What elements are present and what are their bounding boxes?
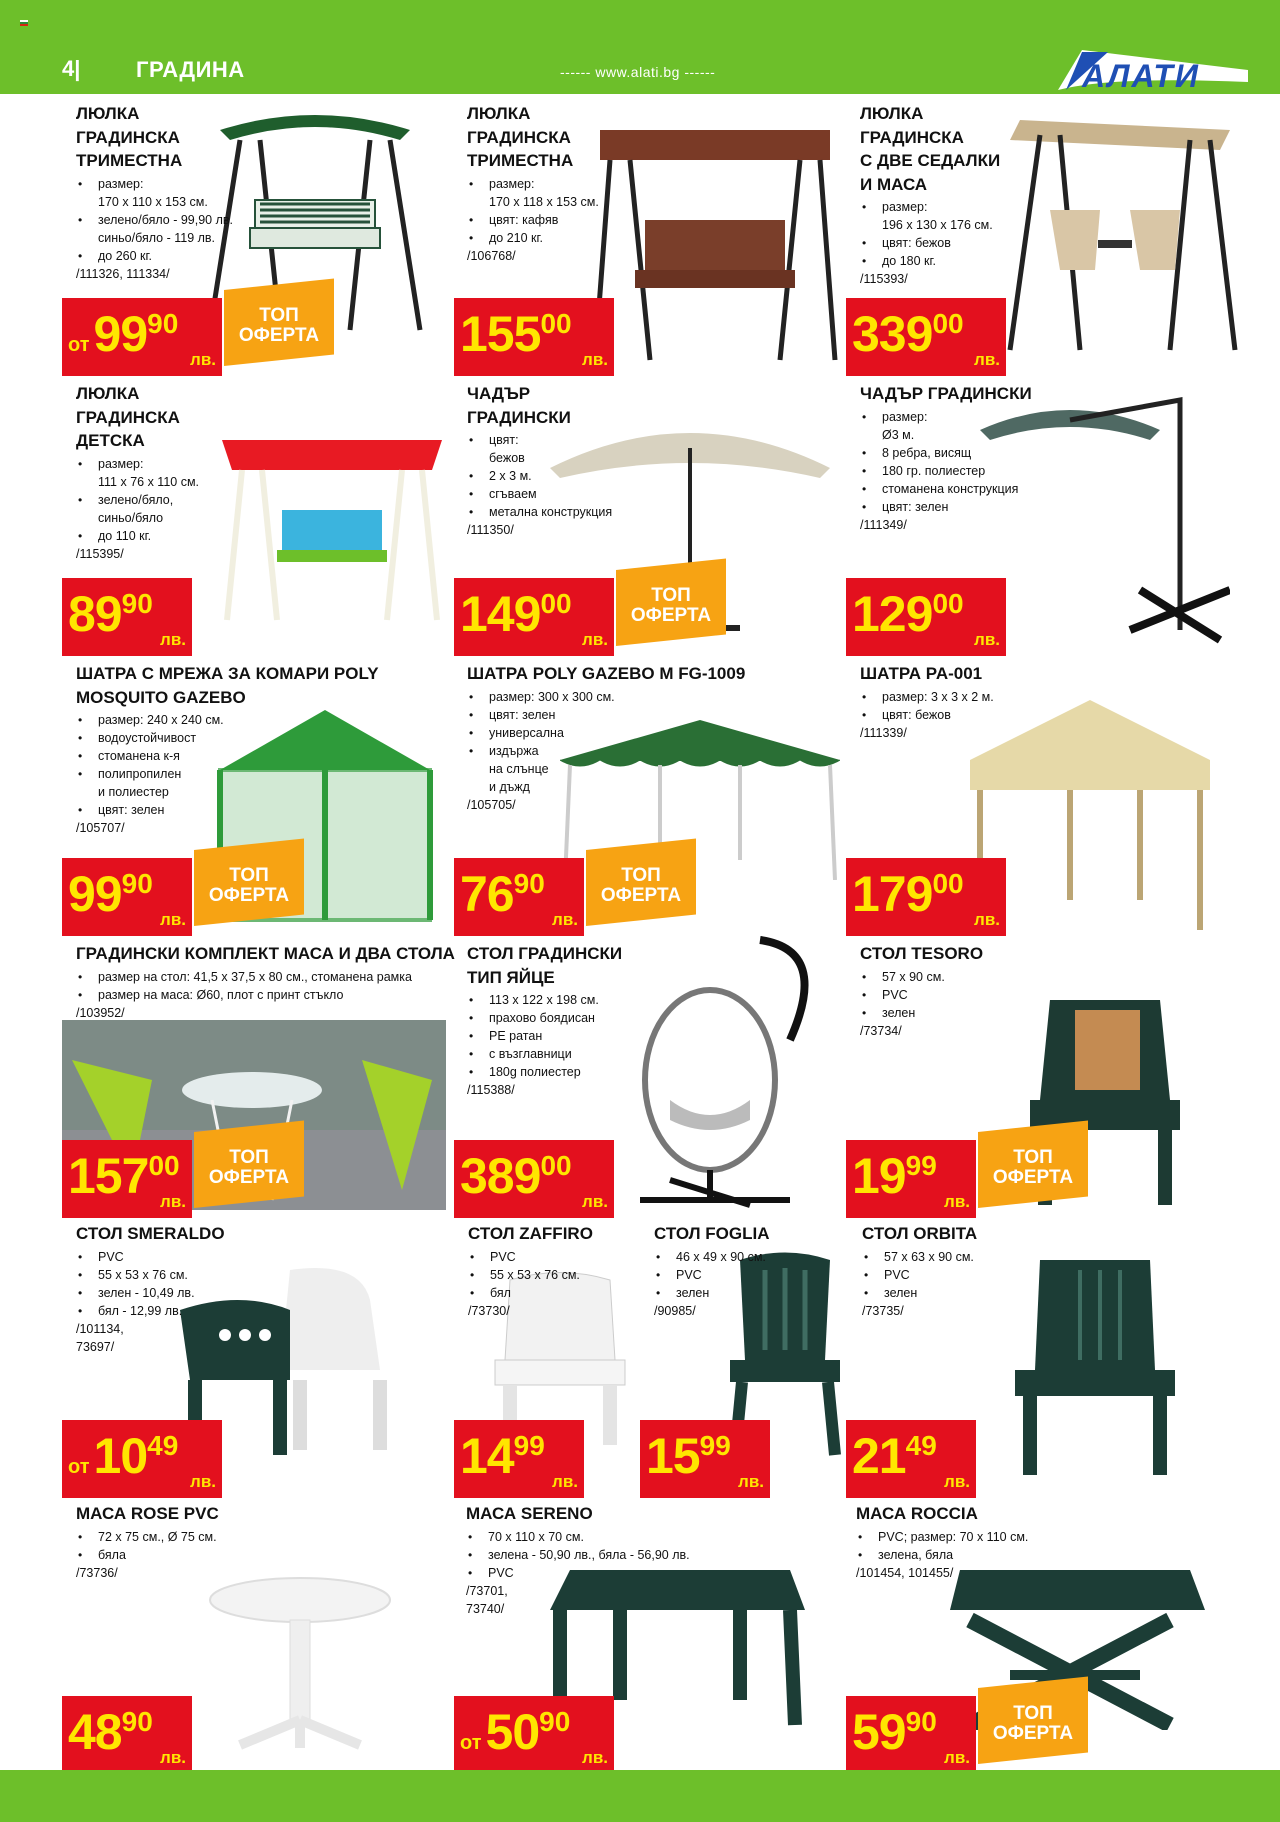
top-offer-badge: [194, 1132, 304, 1208]
badge-line-2: ОФЕРТА: [208, 1167, 290, 1188]
spec-line: синьо/бяло: [98, 510, 164, 525]
spec-line: • полипропилен: [76, 765, 466, 783]
product-card: [76, 1502, 276, 1582]
price-main: 389: [460, 1148, 541, 1204]
spec-line: • PVC: [468, 1248, 668, 1266]
spec-line: • размер: 240 x 240 см.: [76, 711, 466, 729]
price-main: 76: [460, 866, 514, 922]
product-title-line: ЧАДЪР ГРАДИНСКИ: [860, 384, 1032, 403]
price-cents: 99: [905, 1150, 937, 1181]
product-title-line: ГРАДИНСКА: [76, 407, 180, 427]
product-card: [654, 1222, 834, 1320]
product-card: [467, 382, 667, 539]
product-title-line: ГРАДИНСКИ КОМПЛЕКТ МАСА И ДВА СТОЛА: [76, 944, 455, 963]
spec-line: • 2 x 3 м.: [467, 467, 667, 485]
price-tag: [454, 298, 614, 376]
spec-line: • бял - 12,99 лв.: [76, 1302, 276, 1320]
product-title-line: ДЕТСКА: [76, 431, 145, 450]
price-tag: [846, 578, 1006, 656]
product-code: /73735/: [862, 1303, 904, 1318]
spec-line: • стоманена к-я: [76, 747, 466, 765]
spec-line: • зелен: [862, 1284, 1062, 1302]
product-specs: [860, 198, 1060, 270]
spec-line: • сгъваем: [467, 485, 667, 503]
product-title-line: СТОЛ ORBITA: [862, 1224, 978, 1243]
badge-line-2: ОФЕРТА: [630, 605, 712, 626]
spec-line: • цвят: кафяв: [467, 211, 667, 229]
product-code: /105707/: [76, 821, 125, 835]
product-title-line: МАСА ROSE PVC: [76, 1504, 219, 1523]
spec-line: • зелена - 50,90 лв., бяла - 56,90 лв.: [466, 1546, 766, 1564]
product-title-line: ТРИМЕСТНА: [467, 151, 574, 170]
price-from-label: от: [68, 1456, 90, 1478]
spec-line: синьо/бяло - 119 лв.: [98, 230, 216, 245]
product-title-line: ШАТРА С МРЕЖА ЗА КОМАРИ POLY: [76, 664, 379, 683]
product-specs: [76, 455, 276, 545]
price-cents: 49: [147, 1430, 179, 1461]
spec-line: • PVC; размер: 70 x 110 см.: [856, 1528, 1156, 1546]
product-title-line: МАСА SERENO: [466, 1504, 593, 1523]
price-currency: лв.: [552, 1472, 578, 1491]
top-offer-badge: [978, 1132, 1088, 1208]
price-from-label: от: [460, 1732, 482, 1754]
spec-line: • стоманена конструкция: [860, 480, 1110, 498]
spec-line: • 57 x 63 x 90 см.: [862, 1248, 1062, 1266]
price-main: 149: [460, 586, 541, 642]
product-specs: [860, 968, 1060, 1022]
product-title-line: ГРАДИНСКА: [467, 127, 571, 147]
product-specs: [860, 408, 1110, 516]
spec-line: • 8 ребра, висящ: [860, 444, 1110, 462]
product-code: /105705/: [467, 797, 516, 812]
product-title-line: СТОЛ ZAFFIRO: [468, 1224, 593, 1243]
product-title-line: СТОЛ ГРАДИНСКИ: [467, 944, 623, 963]
price-tag: [846, 298, 1006, 376]
badge-line-2: ОФЕРТА: [992, 1167, 1074, 1188]
product-image-table-white-icon[interactable]: [200, 1570, 400, 1750]
product-card: [76, 102, 276, 283]
price-currency: лв.: [944, 1192, 970, 1211]
spec-line: • 55 x 53 x 76 см.: [76, 1266, 276, 1284]
spec-line: • 46 x 49 x 90 см.: [654, 1248, 834, 1266]
product-specs: [862, 1248, 1062, 1302]
product-card: [860, 942, 1060, 1040]
price-main: 99: [68, 866, 122, 922]
price-cents: 00: [932, 588, 964, 619]
price-main: 14: [460, 1428, 514, 1484]
spec-line: • 72 x 75 см., Ø 75 см.: [76, 1528, 276, 1546]
price-cents: 90: [539, 1706, 571, 1737]
price-cents: 90: [513, 868, 545, 899]
top-offer-badge: [616, 570, 726, 646]
price-tag: [846, 1420, 976, 1498]
price-cents: 00: [932, 308, 964, 339]
price-tag: [454, 578, 614, 656]
price-currency: лв.: [582, 1192, 608, 1211]
product-title-line: MOSQUITO GAZEBO: [76, 687, 246, 707]
product-card: [860, 102, 1060, 288]
page-number: 4|: [62, 56, 81, 81]
spec-line: и дъжд: [489, 779, 530, 794]
spec-line: • зелен: [860, 1004, 1060, 1022]
price-currency: лв.: [974, 350, 1000, 369]
spec-line: • с възглавници: [467, 1045, 667, 1063]
product-specs: [76, 1248, 276, 1320]
price-tag: [640, 1420, 770, 1498]
spec-line: • цвят: зелен: [467, 706, 857, 724]
badge-line-1: ТОП: [621, 865, 661, 886]
spec-line: • водоустойчивост: [76, 729, 466, 747]
spec-line: на слънце: [489, 761, 549, 776]
product-code: /103952/: [76, 1005, 125, 1020]
product-code: /101134, 73697/: [76, 1321, 124, 1354]
product-title-line: МАСА ROCCIA: [856, 1504, 978, 1523]
price-cents: 90: [121, 1706, 153, 1737]
price-currency: лв.: [552, 910, 578, 929]
site-url[interactable]: ------ www.alati.bg ------: [560, 64, 716, 80]
product-card: [76, 1222, 276, 1356]
price-main: 157: [68, 1148, 149, 1204]
badge-line-2: ОФЕРТА: [600, 885, 682, 906]
price-cents: 00: [932, 868, 964, 899]
product-card: [860, 662, 1160, 742]
product-specs: [467, 431, 667, 521]
product-code: /115395/: [76, 546, 124, 561]
price-currency: лв.: [190, 350, 216, 369]
spec-line: • 180 гр. полиестер: [860, 462, 1110, 480]
product-card: [468, 1222, 668, 1320]
price-currency: лв.: [944, 1748, 970, 1767]
spec-line: бежов: [489, 451, 525, 465]
spec-line: • зелен: [654, 1284, 834, 1302]
price-main: 99: [93, 306, 148, 362]
product-title-line: С ДВЕ СЕДАЛКИ: [860, 151, 1001, 170]
badge-line-1: ТОП: [259, 305, 299, 326]
product-code: /73736/: [76, 1565, 118, 1580]
product-title-line: И МАСА: [860, 174, 928, 194]
product-code: /115393/: [860, 272, 908, 286]
product-specs: [76, 175, 276, 265]
product-specs: [856, 1528, 1156, 1564]
price-currency: лв.: [974, 630, 1000, 649]
price-from-label: от: [68, 334, 90, 356]
spec-line: • зелен - 10,49 лв.: [76, 1284, 276, 1302]
product-specs: [467, 688, 857, 796]
spec-line: • зелено/бяло - 99,90 лв.: [76, 211, 276, 229]
price-tag: [846, 858, 1006, 936]
price-tag: [62, 858, 192, 936]
spec-line: • 113 x 122 x 198 см.: [467, 991, 667, 1009]
product-title-line: ТРИМЕСТНА: [76, 151, 183, 170]
product-title-line: СТОЛ SMERALDO: [76, 1224, 225, 1243]
price-currency: лв.: [582, 630, 608, 649]
price-cents: 00: [148, 1150, 180, 1181]
product-title-line: ЛЮЛКА: [860, 104, 924, 123]
product-card: [862, 1222, 1062, 1320]
spec-line: • PVC: [654, 1266, 834, 1284]
spec-line: • издържа: [467, 742, 857, 760]
spec-line: • 55 x 53 x 76 см.: [468, 1266, 668, 1284]
spec-line: • размер:: [467, 175, 667, 193]
price-tag: [62, 1420, 222, 1498]
price-currency: лв.: [160, 1192, 186, 1211]
price-cents: 90: [905, 1706, 937, 1737]
product-specs: [654, 1248, 834, 1302]
spec-line: • PVC: [466, 1564, 766, 1582]
badge-line-1: ТОП: [1013, 1147, 1053, 1168]
price-currency: лв.: [190, 1472, 216, 1491]
price-currency: лв.: [582, 1748, 608, 1767]
product-card: [467, 662, 857, 814]
price-main: 59: [852, 1704, 906, 1760]
product-specs: [76, 1528, 276, 1564]
spec-line: • до 260 кг.: [76, 247, 276, 265]
product-code: /106768/: [467, 248, 516, 263]
spec-line: 170 x 110 x 153 см.: [98, 194, 208, 209]
product-specs: [466, 1528, 766, 1582]
spec-line: • зелено/бяло,: [76, 491, 276, 509]
product-specs: [76, 968, 466, 1004]
product-title-line: ЛЮЛКА: [76, 384, 140, 403]
price-main: 19: [852, 1148, 906, 1204]
price-currency: лв.: [582, 350, 608, 369]
spec-line: • размер на стол: 41,5 x 37,5 x 80 см., стоманена рамка: [76, 968, 466, 986]
product-card: [856, 1502, 1156, 1582]
product-code: /111350/: [467, 523, 514, 537]
price-tag: [454, 1140, 614, 1218]
product-title-line: ГРАДИНСКИ: [467, 407, 571, 427]
top-offer-badge: [978, 1688, 1088, 1764]
badge-line-2: ОФЕРТА: [238, 325, 320, 346]
spec-line: • размер:: [860, 408, 1110, 426]
spec-line: • 70 x 110 x 70 см.: [466, 1528, 766, 1546]
product-code: /111349/: [860, 517, 907, 532]
spec-line: • бял: [468, 1284, 668, 1302]
spec-line: • универсална: [467, 724, 857, 742]
spec-line: • до 180 кг.: [860, 252, 1060, 270]
price-tag: [846, 1696, 976, 1774]
price-tag: [62, 1140, 192, 1218]
product-code: /73734/: [860, 1023, 902, 1038]
spec-line: • до 210 кг.: [467, 229, 667, 247]
spec-line: Ø3 м.: [882, 427, 915, 442]
price-main: 10: [93, 1428, 148, 1484]
price-tag: [62, 1696, 192, 1774]
product-card: [76, 942, 466, 1022]
spec-line: и полиестер: [98, 785, 169, 799]
spec-line: • цвят: зелен: [76, 801, 466, 819]
brand-logo[interactable]: АЛАТИ: [1082, 58, 1200, 94]
price-tag: [454, 1420, 584, 1498]
badge-line-2: ОФЕРТА: [208, 885, 290, 906]
spec-line: • 57 x 90 см.: [860, 968, 1060, 986]
product-card: [860, 382, 1110, 534]
price-cents: 00: [540, 1150, 572, 1181]
product-specs: [860, 688, 1160, 724]
spec-line: • прахово боядисан: [467, 1009, 667, 1027]
product-specs: [76, 711, 466, 819]
top-offer-badge: [586, 850, 696, 926]
price-tag: [62, 298, 222, 376]
price-currency: лв.: [160, 910, 186, 929]
spec-line: 170 x 118 x 153 см.: [489, 194, 599, 209]
spec-line: • до 110 кг.: [76, 527, 276, 545]
section-title: ГРАДИНА: [136, 57, 245, 82]
price-currency: лв.: [974, 910, 1000, 929]
price-tag: [62, 578, 192, 656]
badge-line-1: ТОП: [229, 865, 269, 886]
product-card: [467, 102, 667, 265]
price-currency: лв.: [160, 1748, 186, 1767]
product-code: /73730/: [468, 1303, 510, 1318]
price-currency: лв.: [160, 630, 186, 649]
product-code: /111339/: [860, 725, 907, 740]
spec-line: • размер: 300 x 300 см.: [467, 688, 857, 706]
badge-line-1: ТОП: [1013, 1703, 1053, 1724]
price-main: 339: [852, 306, 933, 362]
spec-line: • PVC: [76, 1248, 276, 1266]
product-title-line: ШАТРА POLY GAZEBO M FG-1009: [467, 664, 746, 683]
price-cents: 90: [121, 588, 153, 619]
price-tag: [846, 1140, 976, 1218]
price-currency: лв.: [738, 1472, 764, 1491]
price-main: 21: [852, 1428, 906, 1484]
price-main: 155: [460, 306, 541, 362]
price-main: 50: [485, 1704, 540, 1760]
product-title-line: ШАТРА PA-001: [860, 664, 983, 683]
price-cents: 90: [121, 868, 153, 899]
flag-icon: [20, 20, 28, 26]
top-offer-badge: [194, 850, 304, 926]
badge-line-1: ТОП: [229, 1147, 269, 1168]
price-cents: 00: [540, 308, 572, 339]
product-card: [466, 1502, 766, 1618]
product-code: /115388/: [467, 1083, 515, 1097]
product-specs: [467, 991, 667, 1081]
spec-line: • размер: 3 x 3 x 2 м.: [860, 688, 1160, 706]
spec-line: • размер:: [76, 175, 276, 193]
product-specs: [468, 1248, 668, 1302]
product-title-line: ТИП ЯЙЦЕ: [467, 967, 555, 987]
badge-line-1: ТОП: [651, 585, 691, 606]
product-card: [76, 382, 276, 563]
price-cents: 99: [699, 1430, 731, 1461]
spec-line: • PE ратан: [467, 1027, 667, 1045]
spec-line: • размер на маса: Ø60, плот с принт стъкло: [76, 986, 466, 1004]
spec-line: • цвят: бежов: [860, 234, 1060, 252]
spec-line: • цвят: зелен: [860, 498, 1110, 516]
spec-line: • цвят:: [467, 431, 667, 449]
price-tag: [454, 858, 584, 936]
spec-line: • PVC: [862, 1266, 1062, 1284]
price-main: 129: [852, 586, 933, 642]
product-title-line: СТОЛ FOGLIA: [654, 1224, 770, 1243]
product-code: /90985/: [654, 1303, 696, 1318]
product-code: /111326, 111334/: [76, 266, 170, 281]
product-card: [76, 662, 466, 837]
product-title-line: ЛЮЛКА: [467, 104, 531, 123]
spec-line: • PVC: [860, 986, 1060, 1004]
spec-line: • размер:: [860, 198, 1060, 216]
price-cents: 90: [147, 308, 179, 339]
product-code: /73701, 73740/: [466, 1583, 508, 1616]
price-currency: лв.: [944, 1472, 970, 1491]
price-main: 179: [852, 866, 933, 922]
product-title-line: СТОЛ TESORO: [860, 944, 984, 963]
spec-line: • цвят: бежов: [860, 706, 1160, 724]
price-cents: 49: [905, 1430, 937, 1461]
spec-line: • бяла: [76, 1546, 276, 1564]
product-title-line: ЛЮЛКА: [76, 104, 140, 123]
spec-line: • метална конструкция: [467, 503, 667, 521]
product-title-line: ГРАДИНСКА: [860, 127, 964, 147]
price-main: 89: [68, 586, 122, 642]
price-cents: 00: [540, 588, 572, 619]
price-cents: 99: [513, 1430, 545, 1461]
price-tag: [454, 1696, 614, 1774]
page-footer: [0, 1770, 1280, 1822]
product-card: [467, 942, 667, 1099]
page-header: [0, 0, 1280, 94]
price-main: 48: [68, 1704, 122, 1760]
top-offer-badge: [224, 290, 334, 366]
product-title-line: ГРАДИНСКА: [76, 127, 180, 147]
spec-line: • зелена, бяла: [856, 1546, 1156, 1564]
product-code: /101454, 101455/: [856, 1565, 954, 1580]
badge-line-2: ОФЕРТА: [992, 1723, 1074, 1744]
spec-line: • размер:: [76, 455, 276, 473]
spec-line: 196 x 130 x 176 см.: [882, 218, 993, 232]
price-main: 15: [646, 1428, 700, 1484]
spec-line: 111 x 76 x 110 см.: [98, 474, 200, 489]
spec-line: • 180g полиестер: [467, 1063, 667, 1081]
product-specs: [467, 175, 667, 247]
product-title-line: ЧАДЪР: [467, 384, 531, 403]
